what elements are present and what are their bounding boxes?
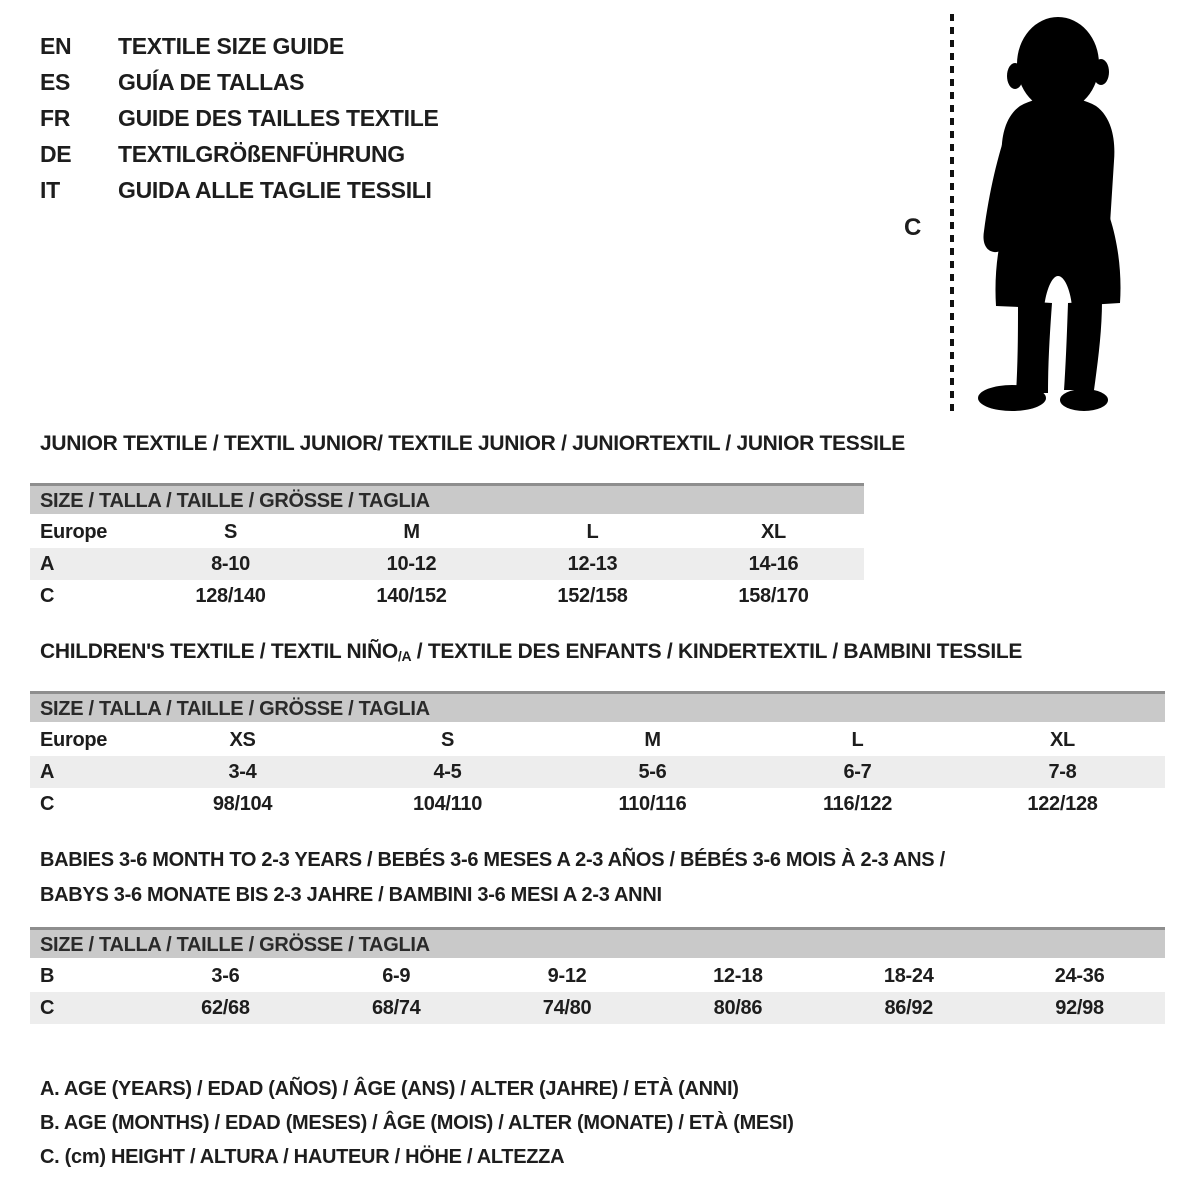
language-code: IT <box>40 176 60 203</box>
size-header-bar: SIZE / TALLA / TAILLE / GRÖSSE / TAGLIA <box>30 691 1165 722</box>
language-row <box>40 172 439 208</box>
children-section-title <box>40 640 1022 664</box>
size-value: 62/68 <box>201 996 250 1019</box>
size-value: 158/170 <box>738 584 809 607</box>
size-value: XL <box>761 520 786 543</box>
table-rows <box>30 960 1165 1024</box>
children-title-post: / TEXTILE DES ENFANTS / KINDERTEXTIL / BAMBINI TESSILE <box>411 640 1023 663</box>
babies-title-line1: BABIES 3-6 MONTH TO 2-3 YEARS / BEBÉS 3-6 MESES A 2-3 AÑOS / BÉBÉS 3-6 MOIS À 2-3 ANS / <box>40 849 945 871</box>
size-value: XS <box>229 728 256 751</box>
row-label: Europe <box>40 520 108 543</box>
table-row <box>30 992 1165 1024</box>
size-value: 152/158 <box>557 584 628 607</box>
size-value: 116/122 <box>822 792 893 815</box>
language-label: TEXTILGRÖßENFÜHRUNG <box>118 140 405 167</box>
toddler-silhouette-icon <box>960 6 1140 420</box>
size-value: S <box>440 728 455 751</box>
row-label: C <box>40 584 55 607</box>
size-value: 68/74 <box>371 996 421 1019</box>
size-value: 140/152 <box>376 584 447 607</box>
language-code: FR <box>40 104 71 131</box>
language-row <box>40 28 439 64</box>
size-value: 5-6 <box>638 760 667 783</box>
height-dashed-line <box>950 14 954 416</box>
size-value: 128/140 <box>195 584 266 607</box>
language-row <box>40 100 439 136</box>
table-row <box>30 788 1165 820</box>
children-title-sub: /A <box>397 648 412 664</box>
size-value: 6-9 <box>382 964 411 987</box>
size-value: 3-6 <box>211 964 240 987</box>
size-value: 18-24 <box>883 964 934 987</box>
size-value: 92/98 <box>1055 996 1104 1019</box>
size-value: 14-16 <box>748 552 799 575</box>
size-value: 86/92 <box>884 996 934 1019</box>
junior-section-title: JUNIOR TEXTILE / TEXTIL JUNIOR/ TEXTILE JUNIOR / JUNIORTEXTIL / JUNIOR TESSILE <box>40 432 905 455</box>
language-label: GUIDE DES TAILLES TEXTILE <box>118 104 439 131</box>
language-row <box>40 136 439 172</box>
size-value: 8-10 <box>211 552 250 575</box>
babies-section-title <box>40 843 945 913</box>
size-value: 74/80 <box>542 996 592 1019</box>
language-label: TEXTILE SIZE GUIDE <box>118 32 344 59</box>
size-value: 24-36 <box>1054 964 1105 987</box>
babies-size-table <box>30 927 1165 1024</box>
language-row <box>40 64 439 100</box>
table-rows <box>30 724 1165 820</box>
size-value: 122/128 <box>1027 792 1098 815</box>
size-value: 110/116 <box>618 792 687 815</box>
size-value: 9-12 <box>547 964 587 987</box>
size-value: 12-13 <box>567 552 618 575</box>
size-header-bar: SIZE / TALLA / TAILLE / GRÖSSE / TAGLIA <box>30 483 864 514</box>
table-row <box>30 960 1165 992</box>
table-row <box>30 516 864 548</box>
language-list <box>40 28 439 208</box>
size-value: 7-8 <box>1048 760 1077 783</box>
size-value: 80/86 <box>713 996 763 1019</box>
row-label: Europe <box>40 728 108 751</box>
row-label: C <box>40 996 55 1019</box>
table-row <box>30 548 864 580</box>
row-label: C <box>40 792 55 815</box>
junior-size-table <box>30 483 864 612</box>
size-value: 12-18 <box>713 964 763 987</box>
language-code: ES <box>40 68 71 95</box>
table-rows <box>30 516 864 612</box>
size-value: 4-5 <box>433 760 462 783</box>
size-value: XL <box>1050 728 1075 751</box>
table-row <box>30 724 1165 756</box>
babies-title-line2: BABYS 3-6 MONATE BIS 2-3 JAHRE / BAMBINI 3-6 MESI A 2-3 ANNI <box>40 884 662 906</box>
children-size-table <box>30 691 1165 820</box>
row-label: A <box>40 552 55 575</box>
size-header-bar: SIZE / TALLA / TAILLE / GRÖSSE / TAGLIA <box>30 927 1165 958</box>
size-value: L <box>586 520 599 543</box>
table-row <box>30 580 864 612</box>
size-value: 3-4 <box>228 760 257 783</box>
language-code: EN <box>40 32 72 59</box>
language-label: GUIDA ALLE TAGLIE TESSILI <box>118 176 432 203</box>
measure-legend <box>40 1072 794 1174</box>
size-value: 98/104 <box>212 792 273 815</box>
row-label: A <box>40 760 55 783</box>
height-measure-label: C <box>904 214 922 241</box>
children-title-pre: CHILDREN'S TEXTILE / TEXTIL NIÑO <box>40 640 398 663</box>
size-value: S <box>223 520 238 543</box>
size-value: M <box>644 728 661 751</box>
size-value: 104/110 <box>412 792 483 815</box>
size-value: M <box>403 520 420 543</box>
row-label: B <box>40 964 55 987</box>
size-value: 6-7 <box>843 760 872 783</box>
language-code: DE <box>40 140 72 167</box>
legend-line: A. AGE (YEARS) / EDAD (AÑOS) / ÂGE (ANS) / ALTER (JAHRE) / ETÀ (ANNI) <box>40 1078 739 1100</box>
size-value: 10-12 <box>386 552 437 575</box>
table-row <box>30 756 1165 788</box>
legend-line: B. AGE (MONTHS) / EDAD (MESES) / ÂGE (MOIS) / ALTER (MONATE) / ETÀ (MESI) <box>40 1112 794 1134</box>
size-value: L <box>851 728 864 751</box>
legend-line: C. (cm) HEIGHT / ALTURA / HAUTEUR / HÖHE / ALTEZZA <box>40 1146 565 1168</box>
language-label: GUÍA DE TALLAS <box>118 68 305 95</box>
